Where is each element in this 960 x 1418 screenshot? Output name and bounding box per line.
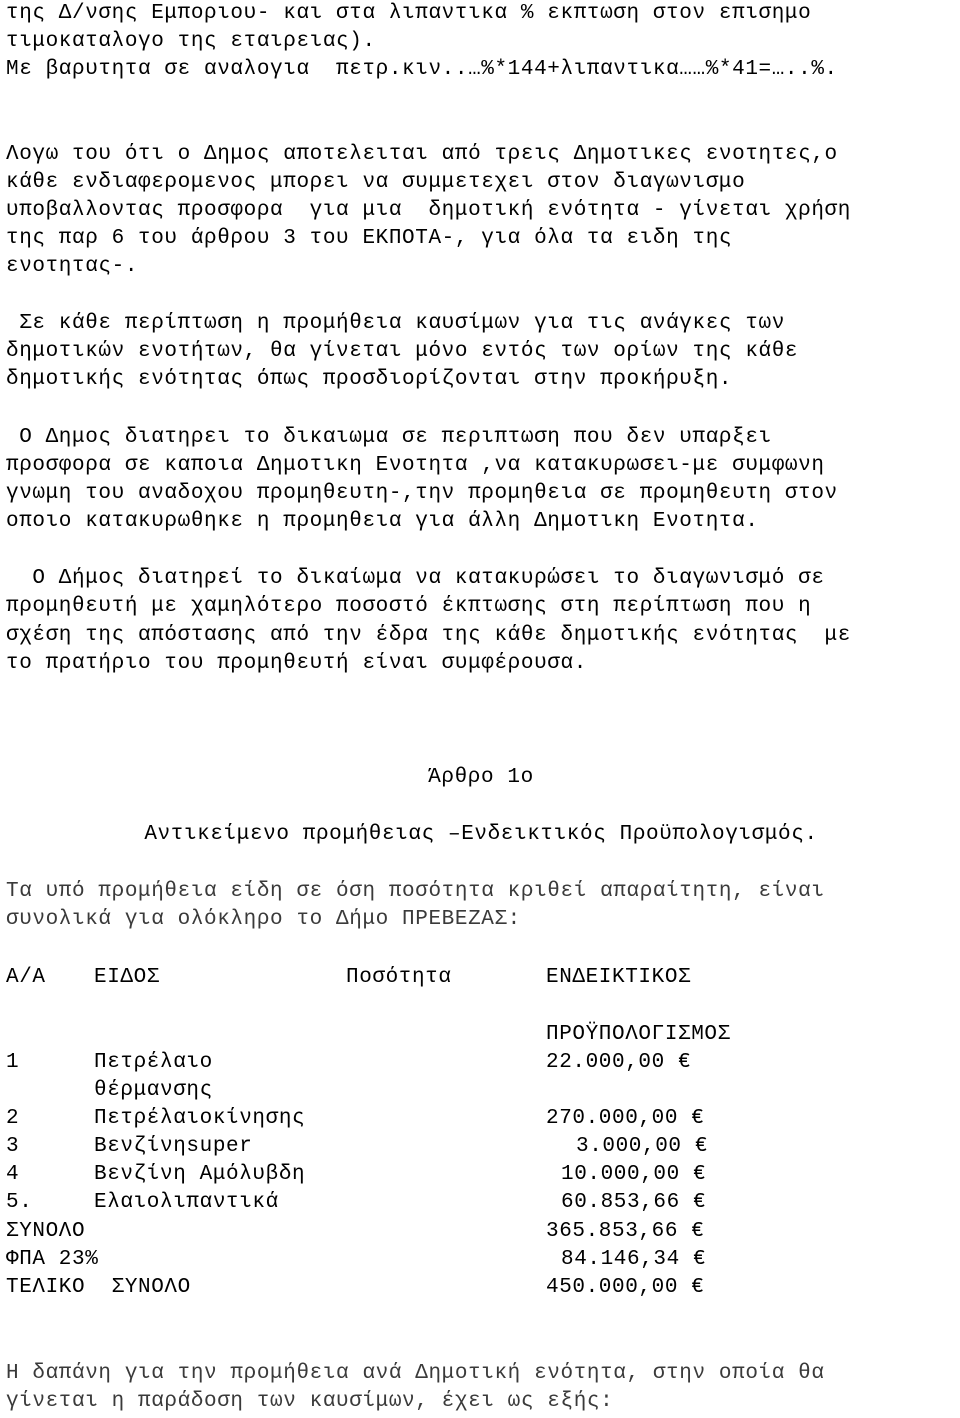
row-1-aa: 1 bbox=[6, 1051, 20, 1074]
row-1-item-cont: θέρμανσης bbox=[94, 1079, 213, 1102]
row-3-item: Βενζίνηsuper bbox=[94, 1135, 253, 1158]
para1-line-1: Λογω του ότι ο Δημος αποτελειται από τρεις Δημοτικες ενοτητες,ο bbox=[6, 143, 838, 166]
row-4-item: Βενζίνη Αμόλυβδη bbox=[94, 1163, 306, 1186]
header-budget-2: ΠΡΟΫΠΟΛΟΓΙΣΜΟΣ bbox=[546, 1023, 731, 1046]
para3-line-2: προσφορα σε καποια Δημοτικη Ενοτητα ,να κατακυρωσει-με συμφωνη bbox=[6, 454, 825, 477]
row-5-aa: 5. bbox=[6, 1191, 33, 1214]
para1-line-3: υποβαλλοντας προσφορα για μια δημοτική ενότητα - γίνεται χρήση bbox=[6, 199, 851, 222]
para3-line-3: γνωμη του αναδοχου προμηθευτη-,την προμηθεια σε προμηθευτη στον bbox=[6, 482, 838, 505]
para3-line-1: Ο Δημος διατηρει το δικαιωμα σε περιπτωση που δεν υπαρξει bbox=[6, 426, 772, 449]
grand-total-label: ΤΕΛΙΚΟ ΣΥΝΟΛΟ bbox=[6, 1276, 191, 1299]
para6-line-1: Η δαπάνη για την προμήθεια ανά Δημοτική ενότητα, στην οποία θα bbox=[6, 1362, 825, 1385]
total-label: ΣΥΝΟΛΟ bbox=[6, 1220, 86, 1243]
para5-line-2: συνολικά για ολόκληρο το Δήμο ΠΡΕΒΕΖΑΣ: bbox=[6, 908, 521, 931]
vat-label: ΦΠΑ 23% bbox=[6, 1248, 99, 1271]
para2-line-1: Σε κάθε περίπτωση η προμήθεια καυσίμων για τις ανάγκες των bbox=[6, 312, 785, 335]
para2-line-2: δημοτικών ενοτήτων, θα γίνεται μόνο εντός των ορίων της κάθε bbox=[6, 340, 799, 363]
para4-line-1: Ο Δήμος διατηρεί το δικαίωμα να κατακυρώσει το διαγωνισμό σε bbox=[6, 567, 825, 590]
para4-line-3: σχέση της απόστασης από την έδρα της κάθε δημοτικής ενότητας με bbox=[6, 624, 851, 647]
para1-line-2: κάθε ενδιαφερομενος μπορει να συμμετεχει στον διαγωνισμο bbox=[6, 171, 746, 194]
row-3-amount: 3.000,00 € bbox=[576, 1135, 709, 1158]
intro-line-2: τιμοκαταλογο της εταιρειας). bbox=[6, 30, 376, 53]
header-aa: Α/Α bbox=[6, 966, 46, 989]
header-item: ΕΙΔΟΣ bbox=[94, 966, 161, 989]
row-1-amount: 22.000,00 € bbox=[546, 1051, 692, 1074]
intro-line-1: της Δ/νσης Εμποριου- και στα λιπαντικα % εκπτωση στον επισημο bbox=[6, 2, 812, 25]
para4-line-2: προμηθευτή με χαμηλότερο ποσοστό έκπτωσης στη περίπτωση που η bbox=[6, 595, 812, 618]
row-5-amount: 60.853,66 € bbox=[561, 1191, 707, 1214]
row-5-item: Ελαιολιπαντικά bbox=[94, 1191, 279, 1214]
para2-line-3: δημοτικής ενότητας όπως προσδιορίζονται στην προκήρυξη. bbox=[6, 368, 733, 391]
row-1-item: Πετρέλαιο bbox=[94, 1051, 213, 1074]
para5-line-1: Τα υπό προμήθεια είδη σε όση ποσότητα κριθεί απαραίτητη, είναι bbox=[6, 880, 825, 903]
intro-line-3: Με βαρυτητα σε αναλογια πετρ.κιν..…%*144+λιπαντικα……%*41=…..%. bbox=[6, 58, 838, 81]
row-2-amount: 270.000,00 € bbox=[546, 1107, 705, 1130]
row-2-item: Πετρέλαιοκίνησης bbox=[94, 1107, 306, 1130]
para4-line-4: το πρατήριο του προμηθευτή είναι συμφέρουσα. bbox=[6, 652, 587, 675]
para6-line-2: γίνεται η παράδοση των καυσίμων, έχει ως εξής: bbox=[6, 1390, 614, 1413]
row-3-aa: 3 bbox=[6, 1135, 20, 1158]
row-4-amount: 10.000,00 € bbox=[561, 1163, 707, 1186]
article-subtitle: Αντικείμενο προμήθειας –Ενδεικτικός Προϋπολογισμός. bbox=[144, 823, 818, 846]
para1-line-4: της παρ 6 του άρθρου 3 του ΕΚΠΟΤΑ-, για όλα τα ειδη της bbox=[6, 227, 733, 250]
header-budget: ΕΝΔΕΙΚΤΙΚΟΣ bbox=[546, 966, 692, 989]
para1-line-5: ενοτητας-. bbox=[6, 255, 139, 278]
article-title: Άρθρο 1ο bbox=[428, 766, 534, 789]
para3-line-4: οποιο κατακυρωθηκε η προμηθεια για άλλη Δημοτικη Ενοτητα. bbox=[6, 510, 759, 533]
vat-amount: 84.146,34 € bbox=[561, 1248, 707, 1271]
row-4-aa: 4 bbox=[6, 1163, 20, 1186]
header-qty: Ποσότητα bbox=[346, 966, 452, 989]
total-amount: 365.853,66 € bbox=[546, 1220, 705, 1243]
grand-total-amount: 450.000,00 € bbox=[546, 1276, 705, 1299]
row-2-aa: 2 bbox=[6, 1107, 20, 1130]
